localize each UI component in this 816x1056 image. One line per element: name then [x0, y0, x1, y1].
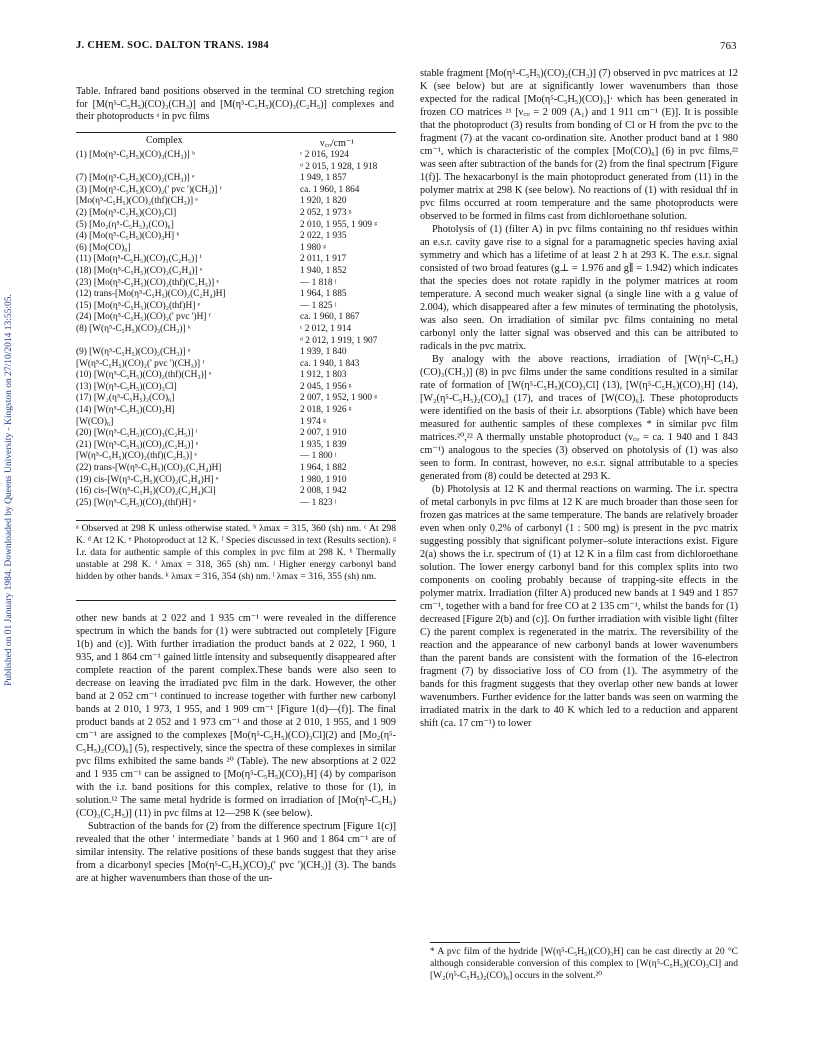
table-row — [76, 312, 396, 324]
frequency-cell: 2 010, 1 955, 1 909 ᵍ — [300, 219, 378, 230]
page-number: 763 — [720, 40, 737, 52]
frequency-cell: 1 920, 1 820 — [300, 196, 347, 207]
complex-cell: (7) [Mo(η⁵-C₅H₅)(CO)₂(CH₃)] ᵉ — [76, 173, 195, 184]
complex-cell: (13) [W(η⁵-C₅H₅)(CO)₃Cl] — [76, 381, 177, 392]
table-row — [76, 185, 396, 197]
frequency-cell: ca. 1 960, 1 867 — [300, 312, 360, 323]
complex-cell: (22) trans-[W(η⁵-C₅H₅)(CO)₂(C₂H₄)H] — [76, 463, 222, 474]
table-header — [76, 132, 396, 147]
frequency-cell: 1 964, 1 882 — [300, 463, 347, 474]
complex-cell: (11) [Mo(η⁵-C₅H₅)(CO)₃(C₂H₅)] ⁱ — [76, 254, 202, 265]
table-row — [76, 417, 396, 429]
table-row — [76, 463, 396, 475]
table-row — [76, 301, 396, 313]
frequency-cell: 1 939, 1 840 — [300, 347, 347, 358]
complex-cell: (6) [Mo(CO)₆] — [76, 242, 131, 253]
complex-cell: [Mo(η⁵-C₅H₅)(CO)₂(thf)(CH₃)] ᵉ — [76, 196, 198, 207]
frequency-cell: ca. 1 940, 1 843 — [300, 358, 360, 369]
frequency-cell: 1 940, 1 852 — [300, 265, 347, 276]
table-row — [76, 475, 396, 487]
table-row — [76, 451, 396, 463]
frequency-cell: 1 949, 1 857 — [300, 173, 347, 184]
complex-cell: [W(η⁵-C₅H₅)(CO)₂(' pvc ')(CH₃)] ᶠ — [76, 358, 205, 369]
frequency-cell: — 1 818 ʲ — [300, 277, 337, 288]
complex-cell: (1) [Mo(η⁵-C₅H₅)(CO)₃(CH₃)] ᵇ — [76, 150, 195, 160]
download-watermark — [2, 180, 16, 800]
frequency-cell: — 1 800 ʲ — [300, 451, 337, 462]
table-row — [76, 359, 396, 371]
complex-cell: (20) [W(η⁵-C₅H₅)(CO)₃(C₂H₅)] ˡ — [76, 428, 198, 439]
frequency-cell: 2 045, 1 956 ᵍ — [300, 381, 352, 392]
paragraph: By analogy with the above reactions, irradiation of [W(η⁵-C₅H₅)(CO)₃(CH₃)] (8) in pvc films under the same conditions resulted in a similar rate of formation of [W(η⁵-C₅H₅)(CO)₃Cl] (13), [W(η⁵-C₅H₅)(CO)₃H] (14), [W₂(η⁵-C₅H₅)₂(CO)₆] (17), and traces of [W(CO)₆]. These photoproducts were identified on the basis of their i.r. absorptions (Table) which have been measured for authentic samples of these complexes * in similar pvc film matrices.²⁰,²² A thermally unstable photoproduct (ν꜀ₒ = ca. 1 940 and 1 843 cm⁻¹) analogous to the species (3) observed on photolysis of (1) was also seen to form. In contrast, however, no e.s.r. signal attributable to a species generated from (8) could be detected at 293 K. — [420, 354, 738, 482]
table-row — [76, 486, 396, 498]
complex-cell: (2) [Mo(η⁵-C₅H₅)(CO)₃Cl] — [76, 207, 177, 218]
complex-cell: [W(CO)₆] — [76, 416, 114, 427]
frequency-cell: 2 011, 1 917 — [300, 254, 347, 265]
column-header-complex: Complex — [146, 135, 183, 146]
frequency-cell: ᵈ 2 015, 1 928, 1 918 — [300, 161, 378, 172]
table-row — [76, 336, 396, 348]
paragraph: other new bands at 2 022 and 1 935 cm⁻¹ were revealed in the difference spectrum in which the bands for (1) were subtracted out completely [Figure 1(b) and (c)]. With further irradiation the product bands at 2 022, 1 960, 1 935, and 1 864 cm⁻¹ gained little intensity and subsequently disappeared after complete reaction of the parent complex.These bands were also seen to decrease on leaving the irradiated pvc film in the dark. However, the other band at 2 052 cm⁻¹ continued to increase together with further new carbonyl bands at 2 010, 1 973, 1 955, and 1 909 cm⁻¹ [Figure 1(d)—(f)]. The final product bands at 2 052 and 1 973 cm⁻¹ and those at 2 010, 1 955, and 1 909 cm⁻¹ are assigned to the complexes [Mo(η⁵-C₅H₅)(CO)₃Cl](2) and [Mo₂(η⁵-C₅H₅)₂(CO)₆] (5), respectively, since the spectra of these complexes in similar pvc films exhibited the same bands ²⁰ (Table). The new absorptions at 2 022 and 1 935 cm⁻¹ can be assigned to [Mo(η⁵-C₅H₅)(CO)₃H] (4) by comparison with the i.r. band positions for this complex, relative to those for (1), in solution.¹² The same metal hydride is formed on irradiation of [Mo(η⁵-C₅H₅)(CO)₃(C₂H₅)] (11) in pvc films at 12—298 K (see below). — [76, 613, 396, 819]
paragraph: Photolysis of (1) (filter A) in pvc films containing no thf residues within an e.s.r. cavity gave rise to a signal for a paramagnetic species having axial symmetry and which has a lifetime of at least 2 h at 293 K. The e.s.r. signal consisted of two broad features (g⊥ = 1.976 and g∥ = 1.942) which indicates that the species does not rotate rapidly in the polymer matrices at room temperature. A second much weaker signal (a single line with a g value of 2.004), which disappeared after a few minutes of terminating the photolysis, was also seen. On irradiation of similar pvc films containing no metal carbonyl only the latter signal was observed and this can be attributed to radicals in the pvc matrix. — [420, 224, 738, 352]
table-row — [76, 324, 396, 336]
table-row — [76, 347, 396, 359]
download-watermark-text: Published on 01 January 1984. Downloaded by Queens University - Kingston on 27/10/2014 13:55:05. — [4, 294, 14, 686]
table-row — [76, 405, 396, 417]
table-row — [76, 208, 396, 220]
table-row — [76, 440, 396, 452]
frequency-cell: 2 022, 1 935 — [300, 231, 347, 242]
frequency-cell: 2 008, 1 942 — [300, 486, 347, 497]
complex-cell: (17) [W₂(η⁵-C₅H₅)₂(CO)₆] — [76, 393, 175, 404]
frequency-cell: 1 964, 1 885 — [300, 289, 347, 300]
table-row — [76, 393, 396, 405]
column-header-frequency: ν꜀ₒ/cm⁻¹ — [320, 138, 355, 149]
table-row — [76, 370, 396, 382]
frequency-cell: — 1 825 ʲ — [300, 300, 337, 311]
table-row — [76, 254, 396, 266]
complex-cell: (25) [W(η⁵-C₅H₅)(CO)₂(thf)H] ᵉ — [76, 497, 196, 508]
frequency-cell: 2 052, 1 973 ᵍ — [300, 207, 352, 218]
complex-cell: [W(η⁵-C₅H₅)(CO)₂(thf)(C₂H₅)] ᵉ — [76, 451, 197, 462]
frequency-cell: 2 018, 1 926 ᵍ — [300, 405, 352, 416]
right-column-body — [420, 67, 738, 730]
frequency-cell: ᵈ 2 012, 1 919, 1 907 — [300, 335, 378, 346]
table-row — [76, 428, 396, 440]
complex-cell: (18) [Mo(η⁵-C₅H₅)(CO)₂(C₂H₄)] ᵉ — [76, 265, 203, 276]
table-footnotes: ᵃ Observed at 298 K unless otherwise stated. ᵇ λmax = 315, 360 (sh) nm. ᶜ At 298 K. ᵈ At 12 K. ᵉ Photoproduct at 12 K. ᶠ Species discussed in text (Results section). ᵍ I.r. data for authentic sample of this complex in pvc film at 298 K. ʰ Thermally unstable at 298 K. ⁱ λmax = 318, 365 (sh) nm. ʲ Higher energy carbonyl band hidden by other bands. ᵏ λmax = 316, 354 (sh) nm. ˡ λmax = 316, 355 (sh) nm. — [76, 520, 396, 583]
frequency-cell: 1 974 ᵍ — [300, 416, 327, 427]
running-header: J. CHEM. SOC. DALTON TRANS. 1984 — [76, 40, 269, 51]
table-caption: Table. Infrared band positions observed in the terminal CO stretching region for [M(η⁵-C₅H₅)(CO)₃(CH₃)] and [M(η⁵-C₅H₅)(CO)₃(C₂H₅)] complexes and their photoproducts ᵃ in pvc films — [76, 86, 394, 122]
frequency-cell: 1 912, 1 803 — [300, 370, 347, 381]
frequency-cell: 2 007, 1 952, 1 900 ᵍ — [300, 393, 378, 404]
complex-cell: (4) [Mo(η⁵-C₅H₅)(CO)₃H] ʰ — [76, 231, 180, 242]
footnote: * A pvc film of the hydride [W(η⁵-C₅H₅)(CO)₃H] can be cast directly at 20 °C although considerable conversion of this complex to [W(η⁵-C₅H₅)(CO)₃Cl] and [W₂(η⁵-C₅H₅)₂(CO)₆] occurs in the solvent.²⁰ — [430, 947, 738, 981]
complex-cell: (21) [W(η⁵-C₅H₅)(CO)₂(C₂H₅)] ᵉ — [76, 439, 199, 450]
table-bottom-rule — [76, 600, 396, 601]
complex-cell: (10) [W(η⁵-C₅H₅)(CO)₂(thf)(CH₃)] ᵉ — [76, 370, 212, 381]
frequency-cell: ca. 1 960, 1 864 — [300, 184, 360, 195]
table-row — [76, 289, 396, 301]
complex-cell: (19) cis-[W(η⁵-C₅H₅)(CO)₂(C₂H₄)H] ᵉ — [76, 474, 219, 485]
complex-cell: (23) [Mo(η⁵-C₅H₅)(CO)₂(thf)(C₂H₅)] ᵉ — [76, 277, 219, 288]
table-row — [76, 162, 396, 174]
frequency-cell: 2 007, 1 910 — [300, 428, 347, 439]
paragraph: Subtraction of the bands for (2) from the difference spectrum [Figure 1(c)] revealed that the other ' intermediate ' bands at 1 960 and 1 864 cm⁻¹ are of similar intensity. The relative positions of these bands suggest that they arise from a dicarbonyl species [Mo(η⁵-C₅H₅)(CO)₂(' pvc ')(CH₃)] (3). The bands are at higher wavenumbers than those of the un- — [76, 821, 396, 884]
footnote-rule — [430, 942, 520, 943]
left-column-body — [76, 612, 396, 885]
table-row — [76, 243, 396, 255]
complex-cell: (9) [W(η⁵-C₅H₅)(CO)₂(CH₃)] ᵉ — [76, 347, 191, 358]
table-row — [76, 220, 396, 232]
complex-cell: (8) [W(η⁵-C₅H₅)(CO)₃(CH₃)] ᵏ — [76, 323, 191, 334]
table-row — [76, 498, 396, 510]
complex-cell: (15) [Mo(η⁵-C₅H₅)(CO)₂(thf)H] ᵉ — [76, 300, 200, 311]
table-row — [76, 173, 396, 185]
complex-cell: (16) cis-[W(η⁵-C₅H₅)(CO)₂(C₂H₄)Cl] — [76, 486, 216, 497]
table-body — [76, 150, 396, 509]
complex-cell: (14) [W(η⁵-C₅H₅)(CO)₃H] — [76, 405, 175, 416]
table-row — [76, 382, 396, 394]
table-row — [76, 278, 396, 290]
frequency-cell: 1 980, 1 910 — [300, 474, 347, 485]
frequency-cell: ᶜ 2 012, 1 914 — [300, 323, 352, 334]
table-row — [76, 231, 396, 243]
paragraph: (b) Photolysis at 12 K and thermal reactions on warming. The i.r. spectra of metal carbonyls in pvc films at 12 K are much broader than those seen for frozen gas matrices at the same temperature. The bands are relatively broader even when only 0.2% of carbonyl (1 : 500 mg) is present in the pvc matrix suggesting possibly that significant polymer–solute interactions exist. Figure 2(a) shows the i.r. spectrum of (1) at 12 K in a film cast from dichloroethane solution. The lower energy carbonyl band for this complex splits into two components on cooling probably because of trapping-site effects in the polymer matrix. Irradiation (filter A) produced new bands at 1 949 and 1 857 cm⁻¹, together with a band for free CO at 2 135 cm⁻¹, whilst the bands for (1) decreased [Figure 2(b) and (c)]. On further irradiation with visible light (filter C) the parent complex is regenerated in the matrix. The reversibility of the reaction and the appearance of new carbonyl bands at lower wavenumbers than the parent bands are consistent with the formation of the 16-electron fragment (7) by dissociative loss of CO from (1). The asymmetry of the bands for this fragment suggests that they overlap other new bands at lower wavenumbers. Further evidence for the latter bands was seen on warming the irradiated matrix in the dark to 40 K which led to a reduction and apparent shift (ca. 17 cm⁻¹) to lower — [420, 484, 738, 729]
frequency-cell: 1 980 ᵍ — [300, 242, 327, 253]
frequency-cell: 1 935, 1 839 — [300, 439, 347, 450]
complex-cell: (3) [Mo(η⁵-C₅H₅)(CO)₂(' pvc ')(CH₃)] ᶠ — [76, 184, 222, 195]
complex-cell: (12) trans-[Mo(η⁵-C₅H₅)(CO)₂(C₂H₄)H] — [76, 289, 226, 300]
paragraph: stable fragment [Mo(η⁵-C₅H₅)(CO)₂(CH₃)] (7) observed in pvc matrices at 12 K (see below) but are at significantly lower wavenumbers than those expected for the radical [Mo(η⁵-C₅H₅)(CO)₃]· which has been generated in frozen CO matrices ²¹ [ν꜀ₒ = 2 009 (A₁) and 1 911 cm⁻¹ (E)]. It is possible that the photoproduct (3) results from bonding of Cl or H from the pvc to the fragment (7) at the vacant co-ordination site. Another product band at 1 980 cm⁻¹, which is characteristic of the complex [Mo(CO)₆] (6) in pvc films,²² was seen after subtraction of the bands for (2) from the final spectrum [Figure 1(f)]. The hexacarbonyl is the main photoproduct generated from (11) in the polymer matrix at 298 K (see below). No reactions of (1) with residual thf in pvc films occurred at room temperature and the same photoproducts were observed to be formed in films cast from dichloroethane solution. — [420, 68, 738, 222]
complex-cell: (24) [Mo(η⁵-C₅H₅)(CO)₂(' pvc ')H] ᶠ — [76, 312, 211, 323]
frequency-cell: — 1 823 ʲ — [300, 497, 337, 508]
table-row — [76, 266, 396, 278]
frequency-cell: ᶜ 2 016, 1924 — [300, 150, 349, 160]
table-row — [76, 150, 396, 162]
complex-cell: (5) [Mo₂(η⁵-C₅H₅)₂(CO)₆] — [76, 219, 174, 230]
table-row — [76, 196, 396, 208]
